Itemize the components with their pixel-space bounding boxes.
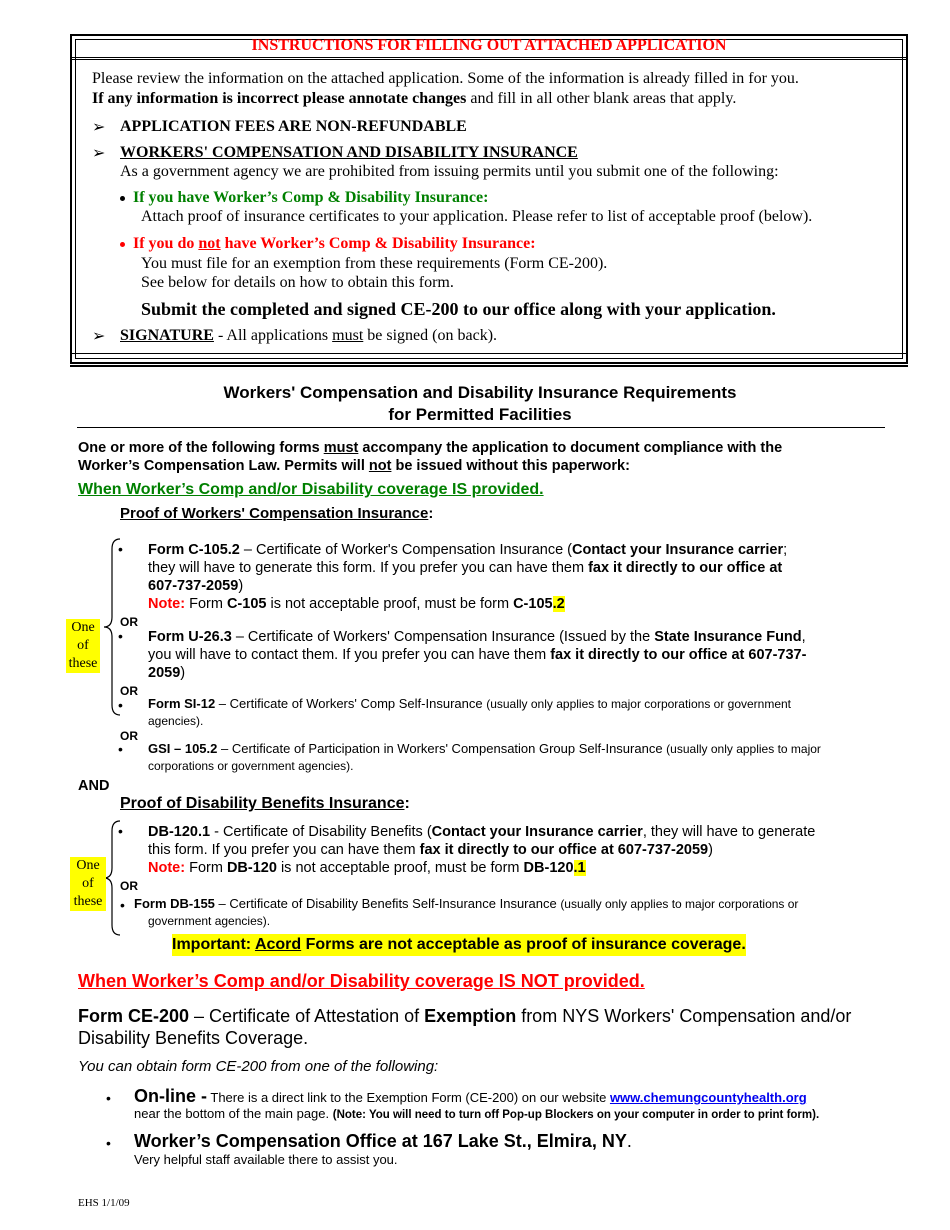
requirements-title-2: for Permitted Facilities	[388, 405, 572, 424]
important-notice: Important: Acord Forms are not acceptable as proof of insurance coverage.	[172, 934, 746, 956]
bullet-icon: •	[118, 697, 123, 713]
requirements-intro-2: Worker’s Compensation Law. Permits will not be issued without this paperwork:	[78, 458, 630, 474]
website-link[interactable]: www.chemungcountyhealth.org	[609, 1090, 807, 1105]
wc-text: As a government agency we are prohibited from issuing permits until you submit one of the following:	[120, 163, 779, 180]
requirements-title-1: Workers' Compensation and Disability Insurance Requirements	[223, 383, 737, 402]
instructions-box-bottom-rule	[70, 353, 908, 367]
one-of-these-label-1: One of these	[66, 619, 100, 673]
c105-note: Note: Form C-105 is not acceptable proof, must be form C-105.2	[148, 596, 565, 612]
provided-heading: When Worker’s Comp and/or Disability coverage IS provided.	[78, 481, 544, 498]
db120-line-2: this form. If you prefer you can have them fax it directly to our office at 607-737-2059)	[148, 842, 713, 858]
office-line-2: Very helpful staff available there to assist you.	[134, 1152, 398, 1167]
brace-icon	[100, 537, 122, 717]
no-insurance-item: If you do not have Worker’s Comp & Disability Insurance:	[120, 234, 536, 254]
proof-db-heading: Proof of Disability Benefits Insurance:	[120, 795, 410, 812]
bullet-icon	[120, 196, 125, 201]
one-of-these-label-2: One of these	[70, 857, 106, 911]
si12-line-1: Form SI-12 – Certificate of Workers' Comp Self-Insurance (usually only applies to major corporations or government	[148, 696, 792, 711]
u263-line-2: you will have to contact them. If you prefer you can have them fax it directly to our office at 607-737-	[148, 647, 807, 663]
c105-line-1: Form C-105.2 – Certificate of Worker's Compensation Insurance (Contact your Insurance carrier;	[148, 542, 788, 558]
have-insurance-text: Attach proof of insurance certificates to your application. Please refer to list of acceptable proof (below).	[141, 208, 813, 225]
u263-line-3: 2059)	[148, 665, 186, 681]
no-insurance-text-2: See below for details on how to obtain this form.	[141, 274, 454, 291]
not-provided-heading: When Worker’s Comp and/or Disability coverage IS NOT provided.	[78, 971, 645, 991]
bullet-icon: •	[118, 741, 123, 757]
c105-line-2: they will have to generate this form. If you prefer you can have them fax it directly to our office at	[148, 560, 783, 576]
or-label: OR	[120, 879, 138, 893]
bullet-icon: •	[120, 897, 125, 913]
c105-line-3: 607-737-2059)	[148, 578, 244, 594]
or-label: OR	[120, 615, 138, 629]
gsi-line-2: corporations or government agencies).	[148, 759, 354, 773]
fees-notice: APPLICATION FEES ARE NON-REFUNDABLE	[120, 118, 467, 135]
wc-heading: WORKERS' COMPENSATION AND DISABILITY INSURANCE	[120, 144, 578, 161]
online-line-1: On-line - There is a direct link to the Exemption Form (CE-200) on our website www.chemungcountyhealth.org	[134, 1086, 807, 1106]
u263-line-1: Form U-26.3 – Certificate of Workers' Compensation Insurance (Issued by the State Insurance Fund,	[148, 629, 806, 645]
intro-line-2: If any information is incorrect please annotate changes and fill in all other blank areas that apply.	[92, 90, 737, 107]
arrow-icon: ➢	[92, 145, 106, 162]
requirements-intro-1: One or more of the following forms must accompany the application to document compliance with the	[78, 440, 783, 456]
signature-notice: SIGNATURE - All applications must be signed (on back).	[120, 327, 498, 344]
no-insurance-text-1: You must file for an exemption from these requirements (Form CE-200).	[141, 255, 608, 272]
db120-note: Note: Form DB-120 is not acceptable proof, must be form DB-120.1	[148, 860, 586, 876]
footer-code: EHS 1/1/09	[78, 1197, 130, 1209]
bullet-icon: •	[118, 541, 123, 557]
ce200-line-1: Form CE-200 – Certificate of Attestation of Exemption from NYS Workers' Compensation and/or	[78, 1006, 852, 1026]
si12-line-2: agencies).	[148, 714, 204, 728]
bullet-icon: •	[118, 628, 123, 644]
instructions-title: INSTRUCTIONS FOR FILLING OUT ATTACHED APPLICATION	[251, 37, 727, 54]
db155-line-2: government agencies).	[148, 914, 271, 928]
gsi-line-1: GSI – 105.2 – Certificate of Participation in Workers' Compensation Group Self-Insurance (usually only applies to major	[148, 741, 821, 756]
bullet-icon: •	[106, 1090, 111, 1106]
submit-notice: Submit the completed and signed CE-200 to our office along with your application.	[141, 299, 776, 319]
office-line-1: Worker’s Compensation Office at 167 Lake St., Elmira, NY.	[134, 1131, 632, 1151]
and-label: AND	[78, 778, 110, 794]
online-line-2: near the bottom of the main page. (Note: You will need to turn off Pop-up Blockers on your computer in order to print form).	[134, 1106, 820, 1121]
have-insurance-item: If you have Worker’s Comp & Disability Insurance:	[120, 188, 488, 208]
bullet-icon: •	[106, 1135, 111, 1151]
or-label: OR	[120, 729, 138, 743]
section-divider	[77, 427, 885, 428]
arrow-icon: ➢	[92, 328, 106, 345]
db155-line-1: Form DB-155 – Certificate of Disability Benefits Self-Insurance Insurance (usually only applies to major corporations or	[134, 896, 799, 911]
ce200-line-2: Disability Benefits Coverage.	[78, 1028, 309, 1048]
bullet-icon	[120, 242, 125, 247]
intro-line-1: Please review the information on the attached application. Some of the information is already filled in for you.	[92, 70, 799, 87]
obtain-text: You can obtain form CE-200 from one of the following:	[78, 1058, 439, 1075]
proof-wc-heading: Proof of Workers' Compensation Insurance:	[120, 505, 434, 522]
db120-line-1: DB-120.1 - Certificate of Disability Benefits (Contact your Insurance carrier, they will have to generate	[148, 824, 816, 840]
or-label: OR	[120, 684, 138, 698]
arrow-icon: ➢	[92, 119, 106, 136]
bullet-icon: •	[118, 823, 123, 839]
